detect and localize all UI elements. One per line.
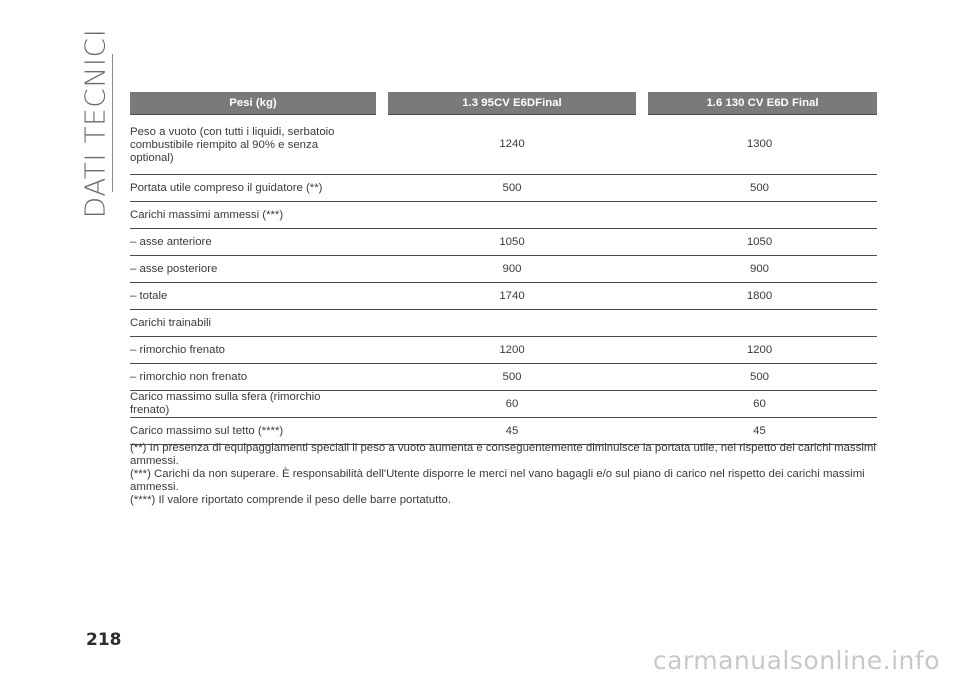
row-value-2: 1050 bbox=[642, 229, 877, 256]
table-header-row bbox=[130, 92, 877, 115]
row-value-1: 1200 bbox=[382, 337, 642, 364]
row-value-1: 1240 bbox=[382, 115, 642, 175]
row-label: – rimorchio non frenato bbox=[130, 364, 382, 391]
table-row bbox=[130, 391, 877, 418]
row-value-2: 1200 bbox=[642, 337, 877, 364]
row-value-2 bbox=[642, 202, 877, 229]
row-label: Carichi trainabili bbox=[130, 310, 382, 337]
section-title-rule bbox=[112, 54, 113, 192]
row-value-2: 45 bbox=[642, 418, 877, 445]
row-label: – rimorchio frenato bbox=[130, 337, 382, 364]
table-row bbox=[130, 310, 877, 337]
header-engine-1-6: 1.6 130 CV E6D Final bbox=[642, 92, 877, 115]
table-row bbox=[130, 229, 877, 256]
page-number: 218 bbox=[86, 630, 122, 650]
row-value-1: 60 bbox=[382, 391, 642, 418]
row-value-2: 900 bbox=[642, 256, 877, 283]
table-row bbox=[130, 418, 877, 445]
footnotes bbox=[130, 442, 877, 507]
row-label: Carico massimo sulla sfera (rimorchio frenato) bbox=[130, 391, 382, 418]
row-value-1: 1740 bbox=[382, 283, 642, 310]
table-row bbox=[130, 364, 877, 391]
header-engine-1-3: 1.3 95CV E6DFinal bbox=[382, 92, 642, 115]
row-value-2 bbox=[642, 310, 877, 337]
table-row bbox=[130, 337, 877, 364]
row-value-2: 1800 bbox=[642, 283, 877, 310]
weights-table bbox=[130, 92, 877, 445]
table-row bbox=[130, 115, 877, 175]
row-value-2: 500 bbox=[642, 175, 877, 202]
row-label: – asse posteriore bbox=[130, 256, 382, 283]
row-label: Peso a vuoto (con tutti i liquidi, serbatoio combustibile riempito al 90% e senza optional) bbox=[130, 115, 382, 175]
row-label: Portata utile compreso il guidatore (**) bbox=[130, 175, 382, 202]
footnote-2: (**) In presenza di equipaggiamenti speciali il peso a vuoto aumenta e conseguentemente diminuisce la portata utile, nel rispetto dei carichi massimi ammessi. bbox=[130, 442, 876, 467]
row-value-2: 500 bbox=[642, 364, 877, 391]
header-weights: Pesi (kg) bbox=[130, 92, 382, 115]
row-value-2: 60 bbox=[642, 391, 877, 418]
row-value-1: 45 bbox=[382, 418, 642, 445]
row-label: Carichi massimi ammessi (***) bbox=[130, 202, 382, 229]
table-row bbox=[130, 256, 877, 283]
row-value-1: 900 bbox=[382, 256, 642, 283]
row-label: – asse anteriore bbox=[130, 229, 382, 256]
row-value-1: 500 bbox=[382, 175, 642, 202]
table-row bbox=[130, 202, 877, 229]
row-value-1: 500 bbox=[382, 364, 642, 391]
table-row bbox=[130, 175, 877, 202]
row-label: Carico massimo sul tetto (****) bbox=[130, 418, 382, 445]
section-title: DATI TECNICI bbox=[78, 28, 112, 218]
table-row bbox=[130, 283, 877, 310]
row-label: – totale bbox=[130, 283, 382, 310]
row-value-1 bbox=[382, 202, 642, 229]
row-value-1 bbox=[382, 310, 642, 337]
row-value-2: 1300 bbox=[642, 115, 877, 175]
watermark: carmanualsonline.info bbox=[652, 646, 940, 675]
footnote-3: (***) Carichi da non superare. È responsabilità dell'Utente disporre le merci nel vano bagagli e/o sul piano di carico nel rispetto dei carichi massimi ammessi. bbox=[130, 468, 865, 493]
row-value-1: 1050 bbox=[382, 229, 642, 256]
section-title-vertical bbox=[78, 28, 112, 218]
footnote-4: (****) Il valore riportato comprende il peso delle barre portatutto. bbox=[130, 494, 452, 506]
